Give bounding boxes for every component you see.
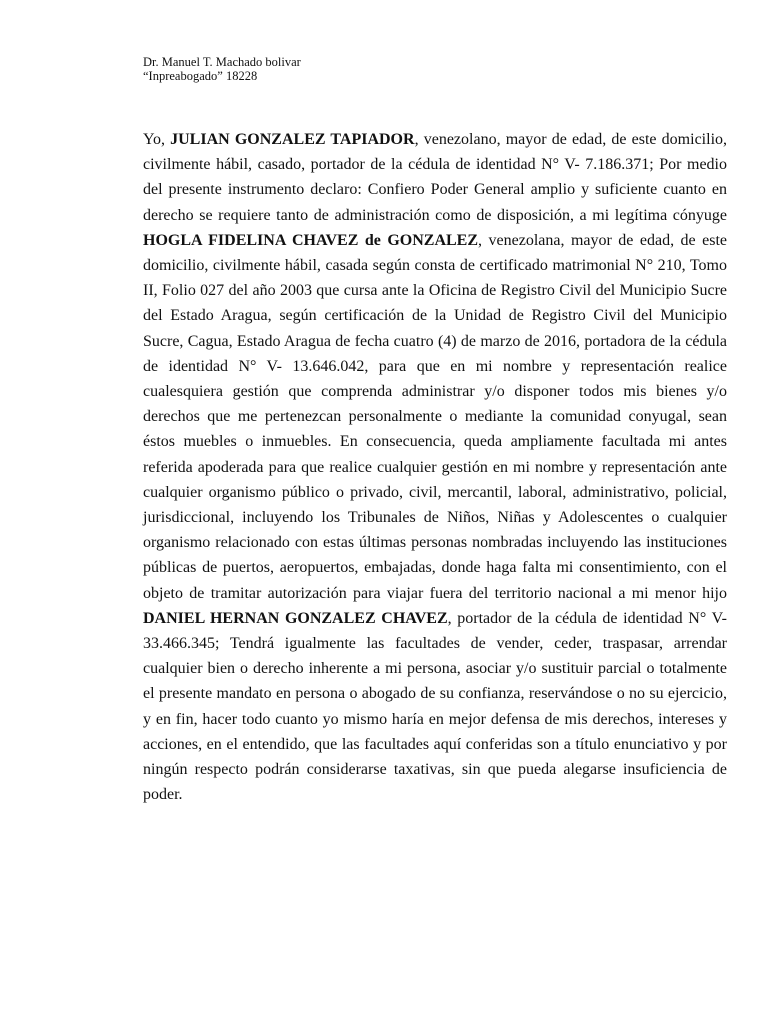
minor-child-name: DANIEL HERNAN GONZALEZ CHAVEZ (143, 609, 448, 627)
text-segment: , venezolana, mayor de edad, de este domicilio, civilmente hábil, casada según consta de certificado matrimonial N° 210, Tomo II, Folio 027 del año 2003 que cursa ante la Oficina de Registro Civil del Municipio Sucre del Estado Aragua, según certificación de la Unidad de Registro Civil del Municipio Sucre, Cagua, Estado Aragua de fecha cuatro (4) de marzo de 2016, portadora de la cédula de identidad N° V- 13.646.042, para que en mi nombre y representación realice cualesquiera gestión que comprenda administrar y/o disponer todos mis bienes y/o derechos que me pertenezcan personalmente o mediante la comunidad conyugal, sean éstos muebles o inmuebles. En consecuencia, queda ampliamente facultada mi antes referida apoderada para que realice cualquier gestión en mi nombre y representación ante cualquier organismo público o privado, civil, mercantil, laboral, administrativo, policial, jurisdiccional, incluyendo los Tribunales de Niños, Niñas y Adolescentes o cualquier organismo relacionado con estas últimas personas nombradas incluyendo las instituciones públicas de puertos, aeropuertos, embajadas, donde haga falta mi consentimiento, con el objeto de tramitar autorización para viajar fuera del territorio nacional a mi menor hijo (143, 231, 728, 602)
letterhead (143, 55, 301, 83)
attorney-name: HOGLA FIDELINA CHAVEZ de GONZALEZ (143, 231, 479, 249)
registry-number: “Inpreabogado” 18228 (143, 69, 258, 83)
power-of-attorney-paragraph (143, 127, 727, 807)
text-segment: Yo, (143, 131, 171, 148)
text-segment: , portador de la cédula de identidad N° V-33.466.345; Tendrá igualmente las facultades de vender, ceder, traspasar, arrendar cualquier bien o derecho inherente a mi persona, asociar y/o sustituir parcial o totalmente el presente mandato en persona o abogado de su confianza, reservándose o no su ejercicio, y en fin, hacer todo cuanto yo mismo haría en mejor defensa de mis derechos, intereses y acciones, en el entendido, que las facultades aquí conferidas son a título enunciativo y por ningún respecto podrán considerarse taxativas, sin que pueda alegarse insuficiencia de poder. (143, 609, 727, 804)
grantor-name: JULIAN GONZALEZ TAPIADOR (170, 131, 415, 148)
author-name: Dr. Manuel T. Machado bolivar (143, 55, 301, 69)
document-body (143, 127, 727, 807)
text-segment: , venezolano, mayor de edad, de este domicilio, civilmente hábil, casado, portador de la cédula de identidad N° V- 7.186.371; Por medio del presente instrumento declaro: Confiero Poder General amplio y suficiente cuanto en derecho se requiere tanto de administración como de disposición, a mi legítima cónyuge (143, 131, 728, 224)
